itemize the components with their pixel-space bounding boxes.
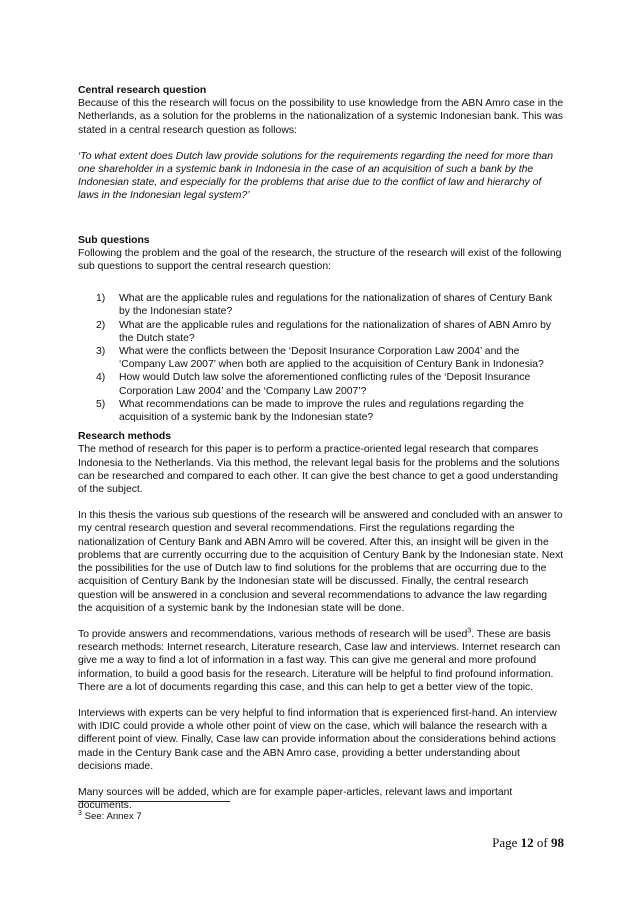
central-question-text: ‘To what extent does Dutch law provide solutions for the requirements regarding the need for more than one shareholder in a systemic bank in Indonesia in the case of an acquisition of such a bank by the Indonesian state, and especially for the problems that arise due to the conflict of law and hierarchy of laws in the Indonesian legal system?’ <box>78 150 553 202</box>
sub-questions-intro: Following the problem and the goal of the research, the structure of the research will exist of the following sub questions to support the central research question: <box>78 247 562 273</box>
methods-paragraph-4: Interviews with experts can be very helpful to find information that is experienced first-hand. An interview with IDIC could provide a whole other point of view on the case, which will balance the research with a different point of view. Finally, Case law can provide information about the considerations behind actions made in the Century Bank case and the ABN Amro case, providing a better understanding about decisions made. <box>78 707 557 772</box>
list-item <box>78 345 564 371</box>
list-item-number: 2) <box>96 319 106 331</box>
methods-paragraph-1: The method of research for this paper is to perform a practice-oriented legal research that compares Indonesia to the Netherlands. Via this method, the relevant legal basis for the problems and the solutions can be researched and compared to each other. It can give the best chance to get a good understanding of the subject. <box>78 444 560 496</box>
research-methods-heading: Research methods <box>78 431 171 443</box>
page-number <box>492 835 564 851</box>
footnote <box>78 811 142 822</box>
list-item-text: What recommendations can be made to improve the rules and regulations regarding the acquisition of a systemic bank by the Indonesian state? <box>119 398 524 424</box>
central-question-heading: Central research question <box>78 85 207 96</box>
footnote-text: See: Annex 7 <box>84 811 142 822</box>
list-item-number: 4) <box>96 372 106 384</box>
list-item <box>78 292 564 318</box>
page-number-prefix: Page <box>492 835 521 850</box>
sub-questions-heading: Sub questions <box>78 234 150 246</box>
footnote-number: 3 <box>78 809 82 817</box>
list-item <box>78 319 564 345</box>
list-item-number: 3) <box>96 346 106 358</box>
list-item-number: 5) <box>96 398 106 410</box>
footnote-reference[interactable]: 3 <box>467 627 472 635</box>
methods-paragraph-3 <box>78 628 564 694</box>
list-item <box>78 398 564 424</box>
footnote-divider <box>78 801 230 802</box>
methods-paragraph-3-start: To provide answers and recommendations, various methods of research will be used <box>78 628 468 640</box>
methods-paragraph-2: In this thesis the various sub questions of the research will be answered and concluded with an answer to my central research question and several recommendations. First the regulations regarding the nationalization of Century Bank and ABN Amro will be covered. After this, an insight will be given in the problems that are currently occurring due to the acquisition of Century Bank by the Indonesian state. Next the possibilities for the use of Dutch law to find solutions for the problems that are occurring due to the acquisition of Century Bank by the Indonesian state will be discussed. Finally, the central research question will be answered in a conclusion and several recommendations to advance the law regarding the acquisition of a systemic bank by the Indonesian state will be done. <box>78 510 564 614</box>
central-question-intro: Because of this the research will focus on the possibility to use knowledge from the ABN Amro case in the Netherlands, as a solution for the problems in the nationalization of a systemic Indonesian bank. This was stated in a central research question as follows: <box>78 98 564 136</box>
list-item-text: What are the applicable rules and regulations for the nationalization of shares of ABN Amro by the Dutch state? <box>119 319 552 344</box>
list-item-text: How would Dutch law solve the aforementioned conflicting rules of the ‘Deposit Insurance Corporation Law 2004’ and the ‘Company Law 2007’? <box>119 372 531 397</box>
methods-paragraph-3-end: . These are basis research methods: Internet research, Literature research, Case law and interviews. Internet research can give me a way to find a lot of information in a fast way. This can give me general and more profound information, to build a good basis for the research. Literature will be helpful to find profound information. There are a lot of documents regarding this case, and this can help to get a better view of the topic. <box>78 628 561 693</box>
list-item-text: What are the applicable rules and regulations for the nationalization of shares of Century Bank by the Indonesian state? <box>119 293 553 318</box>
sub-questions-list <box>78 292 564 424</box>
page-body <box>78 84 564 812</box>
page-number-of: of <box>533 835 551 850</box>
page-number-current: 12 <box>520 835 534 850</box>
list-item-text: What were the conflicts between the ‘Deposit Insurance Corporation Law 2004’ and the ‘Company Law 2007’ when both are applied to the acquisition of Century Bank in Indonesia? <box>119 346 544 371</box>
list-item <box>78 371 564 397</box>
page-number-total: 98 <box>551 835 564 850</box>
methods-paragraph-5: Many sources will be added, which are for example paper-articles, relevant laws and important documents. <box>78 786 513 812</box>
list-item-number: 1) <box>96 293 106 305</box>
